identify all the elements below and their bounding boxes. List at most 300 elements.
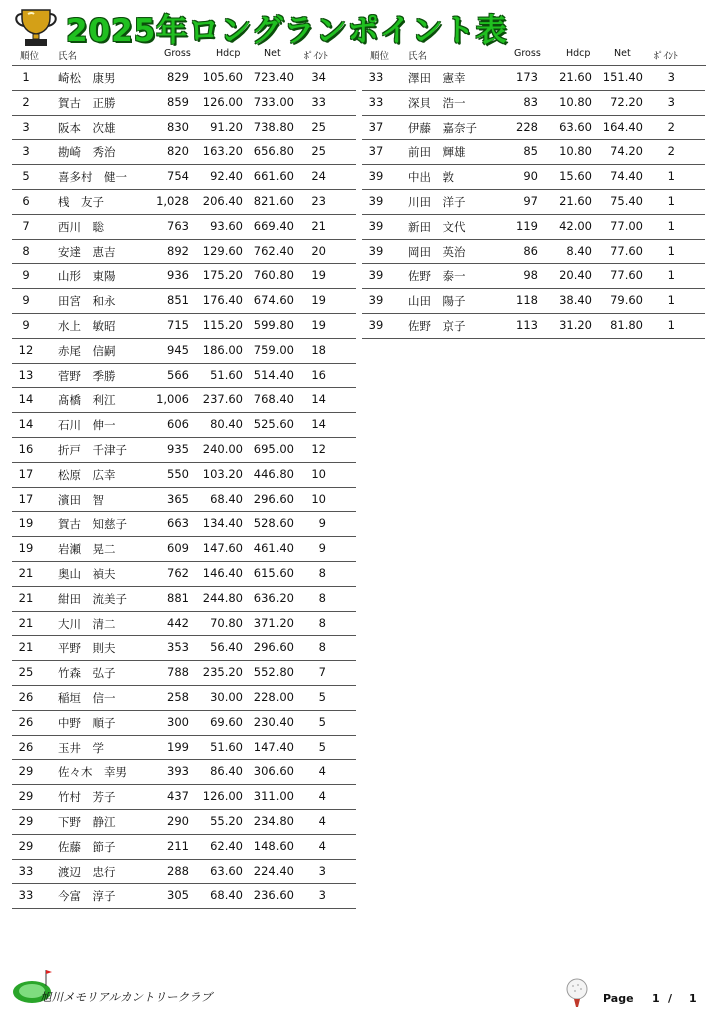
- table-row: [12, 835, 356, 860]
- hdcp-cell: 186.00: [202, 342, 243, 357]
- rank-cell: 3: [22, 119, 30, 134]
- gross-cell: 353: [167, 640, 189, 655]
- hdcp-cell: 237.60: [202, 392, 243, 407]
- table-row: [12, 612, 356, 637]
- rank-cell: 39: [368, 243, 384, 258]
- hdcp-cell: 21.60: [559, 193, 592, 208]
- points-cell: 8: [318, 640, 326, 655]
- hdcp-cell: 56.40: [210, 640, 243, 655]
- gross-cell: 550: [167, 466, 189, 481]
- table-row: [12, 364, 356, 389]
- hdcp-cell: 68.40: [210, 888, 243, 903]
- name-cell: 平野 則夫: [58, 641, 116, 656]
- table-row: [12, 711, 356, 736]
- net-cell: 72.20: [610, 94, 643, 109]
- rank-cell: 8: [22, 243, 30, 258]
- name-cell: 渡辺 忠行: [58, 864, 116, 879]
- table-row: [12, 413, 356, 438]
- hdcp-cell: 38.40: [559, 293, 592, 308]
- gross-cell: 762: [167, 565, 189, 580]
- gross-cell: 566: [167, 367, 189, 382]
- points-cell: 5: [318, 689, 326, 704]
- gross-cell: 86: [523, 243, 538, 258]
- name-cell: 中野 順子: [58, 715, 116, 730]
- net-cell: 228.00: [253, 689, 294, 704]
- points-cell: 24: [311, 169, 326, 184]
- right-table-header: [362, 48, 705, 60]
- net-cell: 234.80: [253, 813, 294, 828]
- rank-cell: 9: [22, 293, 30, 308]
- name-cell: 玉井 学: [58, 740, 104, 755]
- gross-cell: 300: [167, 714, 189, 729]
- gross-cell: 609: [167, 541, 189, 556]
- hdcp-cell: 8.40: [566, 243, 592, 258]
- gross-cell: 90: [523, 169, 538, 184]
- name-cell: 安達 恵吉: [58, 244, 116, 259]
- gross-cell: 829: [167, 70, 189, 84]
- points-cell: 7: [318, 665, 326, 680]
- points-cell: 8: [318, 615, 326, 630]
- table-row: [12, 587, 356, 612]
- hdcp-cell: 15.60: [559, 169, 592, 184]
- rank-cell: 39: [368, 169, 384, 184]
- name-cell: 折戸 千津子: [58, 442, 127, 457]
- table-row: [12, 686, 356, 711]
- hdcp-cell: 235.20: [202, 665, 243, 680]
- gross-cell: 945: [167, 342, 189, 357]
- table-row: [12, 488, 356, 513]
- rank-cell: 29: [18, 813, 34, 828]
- header-name: 氏名: [58, 51, 78, 62]
- points-cell: 19: [311, 268, 326, 283]
- name-cell: 新田 文代: [408, 219, 466, 234]
- net-cell: 762.40: [253, 243, 294, 258]
- rank-cell: 5: [22, 169, 30, 184]
- points-cell: 4: [318, 789, 326, 804]
- net-cell: 552.80: [253, 665, 294, 680]
- rank-cell: 29: [18, 789, 34, 804]
- points-cell: 19: [311, 317, 326, 332]
- table-row: [362, 140, 705, 165]
- name-cell: 深貝 浩一: [408, 95, 466, 110]
- rank-cell: 29: [18, 764, 34, 779]
- points-cell: 34: [311, 70, 326, 84]
- points-cell: 3: [667, 70, 675, 84]
- table-row: [12, 438, 356, 463]
- gross-cell: 173: [516, 70, 538, 84]
- net-cell: 528.60: [253, 516, 294, 531]
- net-cell: 821.60: [253, 193, 294, 208]
- name-cell: 賀古 正勝: [58, 95, 116, 110]
- net-cell: 461.40: [253, 541, 294, 556]
- net-cell: 695.00: [253, 441, 294, 456]
- table-row: [12, 289, 356, 314]
- name-cell: 田宮 和永: [58, 294, 116, 309]
- gross-cell: 113: [516, 317, 538, 332]
- gross-cell: 1,028: [156, 193, 189, 208]
- net-cell: 446.80: [253, 466, 294, 481]
- gross-cell: 305: [167, 888, 189, 903]
- hdcp-cell: 91.20: [210, 119, 243, 134]
- name-cell: 水上 敏昭: [58, 318, 116, 333]
- points-cell: 3: [667, 94, 675, 109]
- name-cell: 稲垣 信一: [58, 690, 116, 705]
- table-row: [12, 785, 356, 810]
- hdcp-cell: 42.00: [559, 218, 592, 233]
- net-cell: 738.80: [253, 119, 294, 134]
- name-cell: 川田 洋子: [408, 194, 466, 209]
- net-cell: 760.80: [253, 268, 294, 283]
- hdcp-cell: 115.20: [202, 317, 243, 332]
- name-cell: 濱田 智: [58, 492, 104, 507]
- net-cell: 148.60: [253, 838, 294, 853]
- hdcp-cell: 68.40: [210, 491, 243, 506]
- points-cell: 3: [318, 888, 326, 903]
- name-cell: 山田 陽子: [408, 294, 466, 309]
- table-row: [12, 388, 356, 413]
- title-block: [12, 6, 508, 48]
- rank-cell: 2: [22, 94, 30, 109]
- rank-cell: 26: [18, 689, 34, 704]
- table-row: [12, 140, 356, 165]
- name-cell: 石川 伸一: [58, 418, 116, 433]
- points-cell: 2: [667, 119, 675, 134]
- points-cell: 1: [667, 218, 675, 233]
- table-row: [12, 884, 356, 909]
- points-cell: 10: [311, 491, 326, 506]
- hdcp-cell: 244.80: [202, 590, 243, 605]
- name-cell: 竹森 弘子: [58, 666, 116, 681]
- name-cell: 中出 敦: [408, 170, 454, 185]
- right-ranking-table: [362, 66, 705, 339]
- table-row: [12, 736, 356, 761]
- table-row: [362, 264, 705, 289]
- points-cell: 2: [667, 144, 675, 159]
- rank-cell: 13: [18, 367, 34, 382]
- points-cell: 1: [667, 268, 675, 283]
- table-row: [362, 66, 705, 91]
- net-cell: 661.60: [253, 169, 294, 184]
- net-cell: 81.80: [610, 317, 643, 332]
- hdcp-cell: 206.40: [202, 193, 243, 208]
- points-cell: 20: [311, 243, 326, 258]
- table-row: [12, 661, 356, 686]
- table-row: [12, 190, 356, 215]
- net-cell: 236.60: [253, 888, 294, 903]
- header-gross: Gross: [164, 48, 191, 59]
- points-cell: 3: [318, 863, 326, 878]
- name-cell: 赤尾 信嗣: [58, 343, 116, 358]
- table-row: [12, 116, 356, 141]
- rank-cell: 9: [22, 317, 30, 332]
- points-cell: 4: [318, 764, 326, 779]
- gross-cell: 199: [167, 739, 189, 754]
- hdcp-cell: 126.00: [202, 789, 243, 804]
- rank-cell: 39: [368, 218, 384, 233]
- gross-cell: 851: [167, 293, 189, 308]
- hdcp-cell: 92.40: [210, 169, 243, 184]
- gross-cell: 118: [516, 293, 538, 308]
- hdcp-cell: 51.60: [210, 367, 243, 382]
- name-cell: 崎松 康男: [58, 71, 116, 85]
- hdcp-cell: 10.80: [559, 94, 592, 109]
- page-label: Page: [603, 992, 634, 1005]
- name-cell: 伊藤 嘉奈子: [408, 120, 477, 135]
- hdcp-cell: 10.80: [559, 144, 592, 159]
- points-cell: 10: [311, 466, 326, 481]
- table-row: [12, 264, 356, 289]
- table-row: [12, 636, 356, 661]
- gross-cell: 892: [167, 243, 189, 258]
- rank-cell: 17: [18, 466, 34, 481]
- name-cell: 下野 静江: [58, 814, 116, 829]
- hdcp-cell: 105.60: [202, 70, 243, 84]
- rank-cell: 21: [18, 590, 34, 605]
- rank-cell: 39: [368, 268, 384, 283]
- club-name: 旭川メモリアルカントリークラブ: [40, 990, 213, 1004]
- hdcp-cell: 240.00: [202, 441, 243, 456]
- hdcp-cell: 163.20: [202, 144, 243, 159]
- gross-cell: 788: [167, 665, 189, 680]
- table-row: [12, 240, 356, 265]
- gross-cell: 98: [523, 268, 538, 283]
- gross-cell: 754: [167, 169, 189, 184]
- gross-cell: 228: [516, 119, 538, 134]
- gross-cell: 288: [167, 863, 189, 878]
- points-cell: 16: [311, 367, 326, 382]
- points-cell: 5: [318, 714, 326, 729]
- name-cell: 菅野 季勝: [58, 368, 116, 383]
- table-row: [12, 760, 356, 785]
- rank-cell: 17: [18, 491, 34, 506]
- net-cell: 311.00: [253, 789, 294, 804]
- net-cell: 75.40: [610, 193, 643, 208]
- net-cell: 230.40: [253, 714, 294, 729]
- hdcp-cell: 69.60: [210, 714, 243, 729]
- table-row: [12, 512, 356, 537]
- table-row: [12, 66, 356, 91]
- gross-cell: 935: [167, 441, 189, 456]
- points-cell: 4: [318, 838, 326, 853]
- header-gross: Gross: [514, 48, 541, 59]
- header-hdcp: Hdcp: [566, 48, 591, 59]
- gross-cell: 437: [167, 789, 189, 804]
- net-cell: 79.60: [610, 293, 643, 308]
- hdcp-cell: 175.20: [202, 268, 243, 283]
- rank-cell: 21: [18, 615, 34, 630]
- name-cell: 髙橋 利江: [58, 393, 116, 408]
- rank-cell: 7: [22, 218, 30, 233]
- points-cell: 1: [667, 193, 675, 208]
- points-cell: 14: [311, 417, 326, 432]
- table-row: [12, 91, 356, 116]
- gross-cell: 365: [167, 491, 189, 506]
- table-row: [12, 860, 356, 885]
- gross-cell: 763: [167, 218, 189, 233]
- rank-cell: 26: [18, 739, 34, 754]
- hdcp-cell: 51.60: [210, 739, 243, 754]
- hdcp-cell: 20.40: [559, 268, 592, 283]
- name-cell: 喜多村 健一: [58, 170, 127, 185]
- hdcp-cell: 55.20: [210, 813, 243, 828]
- points-cell: 9: [318, 541, 326, 556]
- hdcp-cell: 93.60: [210, 218, 243, 233]
- rank-cell: 9: [22, 268, 30, 283]
- net-cell: 669.40: [253, 218, 294, 233]
- table-row: [362, 215, 705, 240]
- name-cell: 澤田 憲幸: [408, 71, 466, 85]
- name-cell: 西川 聡: [58, 219, 104, 234]
- rank-cell: 14: [18, 417, 34, 432]
- table-row: [362, 91, 705, 116]
- rank-cell: 21: [18, 640, 34, 655]
- gross-cell: 393: [167, 764, 189, 779]
- points-cell: 25: [311, 119, 326, 134]
- gross-cell: 211: [167, 838, 189, 853]
- name-cell: 勘崎 秀治: [58, 145, 116, 160]
- net-cell: 615.60: [253, 565, 294, 580]
- table-row: [362, 289, 705, 314]
- net-cell: 514.40: [253, 367, 294, 382]
- hdcp-cell: 70.80: [210, 615, 243, 630]
- rank-cell: 6: [22, 193, 30, 208]
- table-row: [362, 165, 705, 190]
- net-cell: 224.40: [253, 863, 294, 878]
- hdcp-cell: 62.40: [210, 838, 243, 853]
- net-cell: 74.40: [610, 169, 643, 184]
- name-cell: 佐々木 幸男: [58, 765, 127, 780]
- points-cell: 18: [311, 342, 326, 357]
- rank-cell: 37: [368, 144, 384, 159]
- header-net: Net: [264, 48, 281, 59]
- name-cell: 佐藤 節子: [58, 839, 116, 854]
- net-cell: 77.00: [610, 218, 643, 233]
- gross-cell: 830: [167, 119, 189, 134]
- gross-cell: 715: [167, 317, 189, 332]
- gross-cell: 290: [167, 813, 189, 828]
- trophy-icon: [12, 6, 60, 48]
- points-cell: 4: [318, 813, 326, 828]
- net-cell: 656.80: [253, 144, 294, 159]
- rank-cell: 26: [18, 714, 34, 729]
- name-cell: 大川 清二: [58, 616, 116, 631]
- rank-cell: 16: [18, 441, 34, 456]
- net-cell: 768.40: [253, 392, 294, 407]
- gross-cell: 1,006: [156, 392, 189, 407]
- golf-ball-on-tee-icon: [563, 978, 591, 1008]
- page-total: 1: [689, 992, 697, 1005]
- gross-cell: 820: [167, 144, 189, 159]
- gross-cell: 663: [167, 516, 189, 531]
- gross-cell: 97: [523, 193, 538, 208]
- hdcp-cell: 126.00: [202, 94, 243, 109]
- rank-cell: 33: [368, 70, 384, 84]
- name-cell: 岩瀬 晃二: [58, 542, 116, 557]
- name-cell: 紺田 流美子: [58, 591, 127, 606]
- rank-cell: 33: [368, 94, 384, 109]
- header-rank: 順位: [20, 51, 40, 62]
- gross-cell: 606: [167, 417, 189, 432]
- name-cell: 前田 輝雄: [408, 145, 466, 160]
- hdcp-cell: 63.60: [559, 119, 592, 134]
- name-cell: 松原 広幸: [58, 467, 116, 482]
- net-cell: 733.00: [253, 94, 294, 109]
- rank-cell: 12: [18, 342, 34, 357]
- name-cell: 奥山 禎夫: [58, 566, 116, 581]
- gross-cell: 936: [167, 268, 189, 283]
- net-cell: 164.40: [602, 119, 643, 134]
- hdcp-cell: 103.20: [202, 466, 243, 481]
- net-cell: 599.80: [253, 317, 294, 332]
- hdcp-cell: 63.60: [210, 863, 243, 878]
- rank-cell: 25: [18, 665, 34, 680]
- hdcp-cell: 146.40: [202, 565, 243, 580]
- gross-cell: 258: [167, 689, 189, 704]
- rank-cell: 19: [18, 516, 34, 531]
- points-cell: 12: [311, 441, 326, 456]
- net-cell: 77.60: [610, 243, 643, 258]
- table-row: [12, 537, 356, 562]
- table-row: [12, 215, 356, 240]
- hdcp-cell: 147.60: [202, 541, 243, 556]
- points-cell: 1: [667, 169, 675, 184]
- name-cell: 賀古 知慈子: [58, 517, 127, 532]
- points-cell: 1: [667, 243, 675, 258]
- net-cell: 296.60: [253, 640, 294, 655]
- table-row: [362, 240, 705, 265]
- points-cell: 21: [311, 218, 326, 233]
- hdcp-cell: 176.40: [202, 293, 243, 308]
- table-row: [12, 562, 356, 587]
- hdcp-cell: 129.60: [202, 243, 243, 258]
- net-cell: 296.60: [253, 491, 294, 506]
- rank-cell: 21: [18, 565, 34, 580]
- table-row: [12, 314, 356, 339]
- name-cell: 岡田 英治: [408, 244, 466, 259]
- name-cell: 今富 淳子: [58, 889, 116, 904]
- gross-cell: 83: [523, 94, 538, 109]
- name-cell: 桟 友子: [58, 194, 104, 209]
- net-cell: 147.40: [253, 739, 294, 754]
- rank-cell: 39: [368, 317, 384, 332]
- rank-cell: 3: [22, 144, 30, 159]
- gross-cell: 859: [167, 94, 189, 109]
- points-cell: 33: [311, 94, 326, 109]
- net-cell: 74.20: [610, 144, 643, 159]
- points-cell: 1: [667, 317, 675, 332]
- net-cell: 77.60: [610, 268, 643, 283]
- gross-cell: 119: [516, 218, 538, 233]
- rank-cell: 1: [22, 70, 30, 84]
- header-rank: 順位: [370, 51, 390, 62]
- rank-cell: 33: [18, 863, 34, 878]
- gross-cell: 881: [167, 590, 189, 605]
- table-row: [362, 314, 705, 339]
- rank-cell: 29: [18, 838, 34, 853]
- name-cell: 山形 東陽: [58, 269, 116, 284]
- points-cell: 19: [311, 293, 326, 308]
- rank-cell: 19: [18, 541, 34, 556]
- hdcp-cell: 30.00: [210, 689, 243, 704]
- points-cell: 8: [318, 565, 326, 580]
- table-row: [12, 810, 356, 835]
- rank-cell: 39: [368, 193, 384, 208]
- net-cell: 525.60: [253, 417, 294, 432]
- points-cell: 1: [667, 293, 675, 308]
- points-cell: 14: [311, 392, 326, 407]
- net-cell: 306.60: [253, 764, 294, 779]
- rank-cell: 39: [368, 293, 384, 308]
